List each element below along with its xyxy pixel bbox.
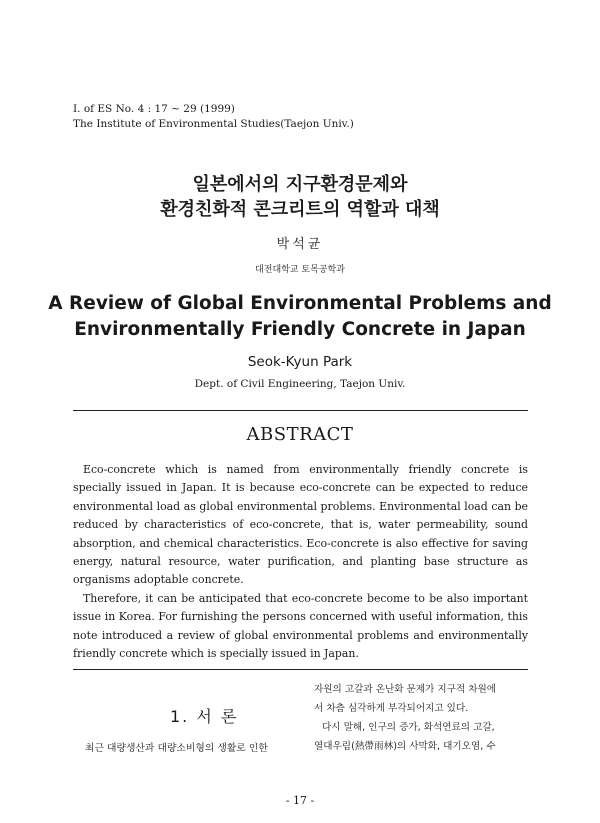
abstract-bottom-divider [73, 669, 528, 670]
korean-title [0, 172, 600, 222]
korean-title-line-2: 환경친화적 콘크리트의 역할과 대책 [160, 199, 440, 220]
abstract-heading: ABSTRACT [246, 424, 354, 445]
abstract-paragraph-2: Therefore, it can be anticipated that eco-concrete become to be also important issue in Korea. For furnishing the persons concerned with useful information, this note introduced a review of global environmental problems and environmentally friendly concrete which is specially issued in Japan. [73, 591, 528, 661]
english-title [0, 291, 600, 343]
abstract-top-divider [73, 410, 528, 411]
english-author: Seok-Kyun Park [247, 354, 353, 370]
english-title-line-1: A Review of Global Environmental Problems and [48, 293, 552, 314]
journal-institute-line: The Institute of Environmental Studies(Taejon Univ.) [73, 118, 354, 130]
korean-title-line-1: 일본에서의 지구환경문제와 [192, 174, 408, 195]
korean-affiliation: 대전대학교 토목공학과 [255, 265, 345, 275]
section-heading: 1. 서 론 [170, 707, 239, 726]
english-title-line-2: Environmentally Friendly Concrete in Japan [74, 319, 526, 340]
left-column-text: 최근 대량생산과 대량소비형의 생활로 인한 [85, 743, 268, 754]
right-column-line: 자원의 고갈과 온난화 문제가 지구적 차원에 [314, 684, 497, 695]
abstract-body [73, 461, 528, 663]
right-column-line: 열대우림(熱帶雨林)의 사막화, 대기오염, 수 [314, 741, 496, 752]
right-column-line: 다시 말해, 인구의 증가, 화석연료의 고갈, [322, 722, 495, 733]
journal-volume-line: Ⅰ. of ES No. 4 : 17 ~ 29 (1999) [73, 103, 235, 115]
page-number: - 17 - [285, 794, 315, 807]
english-affiliation: Dept. of Civil Engineering, Taejon Univ. [194, 378, 406, 390]
abstract-paragraph-1: Eco-concrete which is named from environmentally friendly concrete is specially issued in Japan. It is because eco-concrete can be expected to reduce environmental load as global environmental problems. Environmental load can be reduced by characteristics of eco-concrete, that is, water permeability, sound absorption, and chemical characteristics. Eco-concrete is also effective for saving energy, natural resource, water purification, and planting base structure as organisms adoptable concrete. [73, 463, 528, 587]
korean-author: 박석균 [276, 237, 324, 252]
journal-citation [73, 102, 354, 132]
right-column-line: 서 차츰 심각하게 부각되어지고 있다. [314, 703, 469, 714]
right-column-text [314, 680, 529, 756]
